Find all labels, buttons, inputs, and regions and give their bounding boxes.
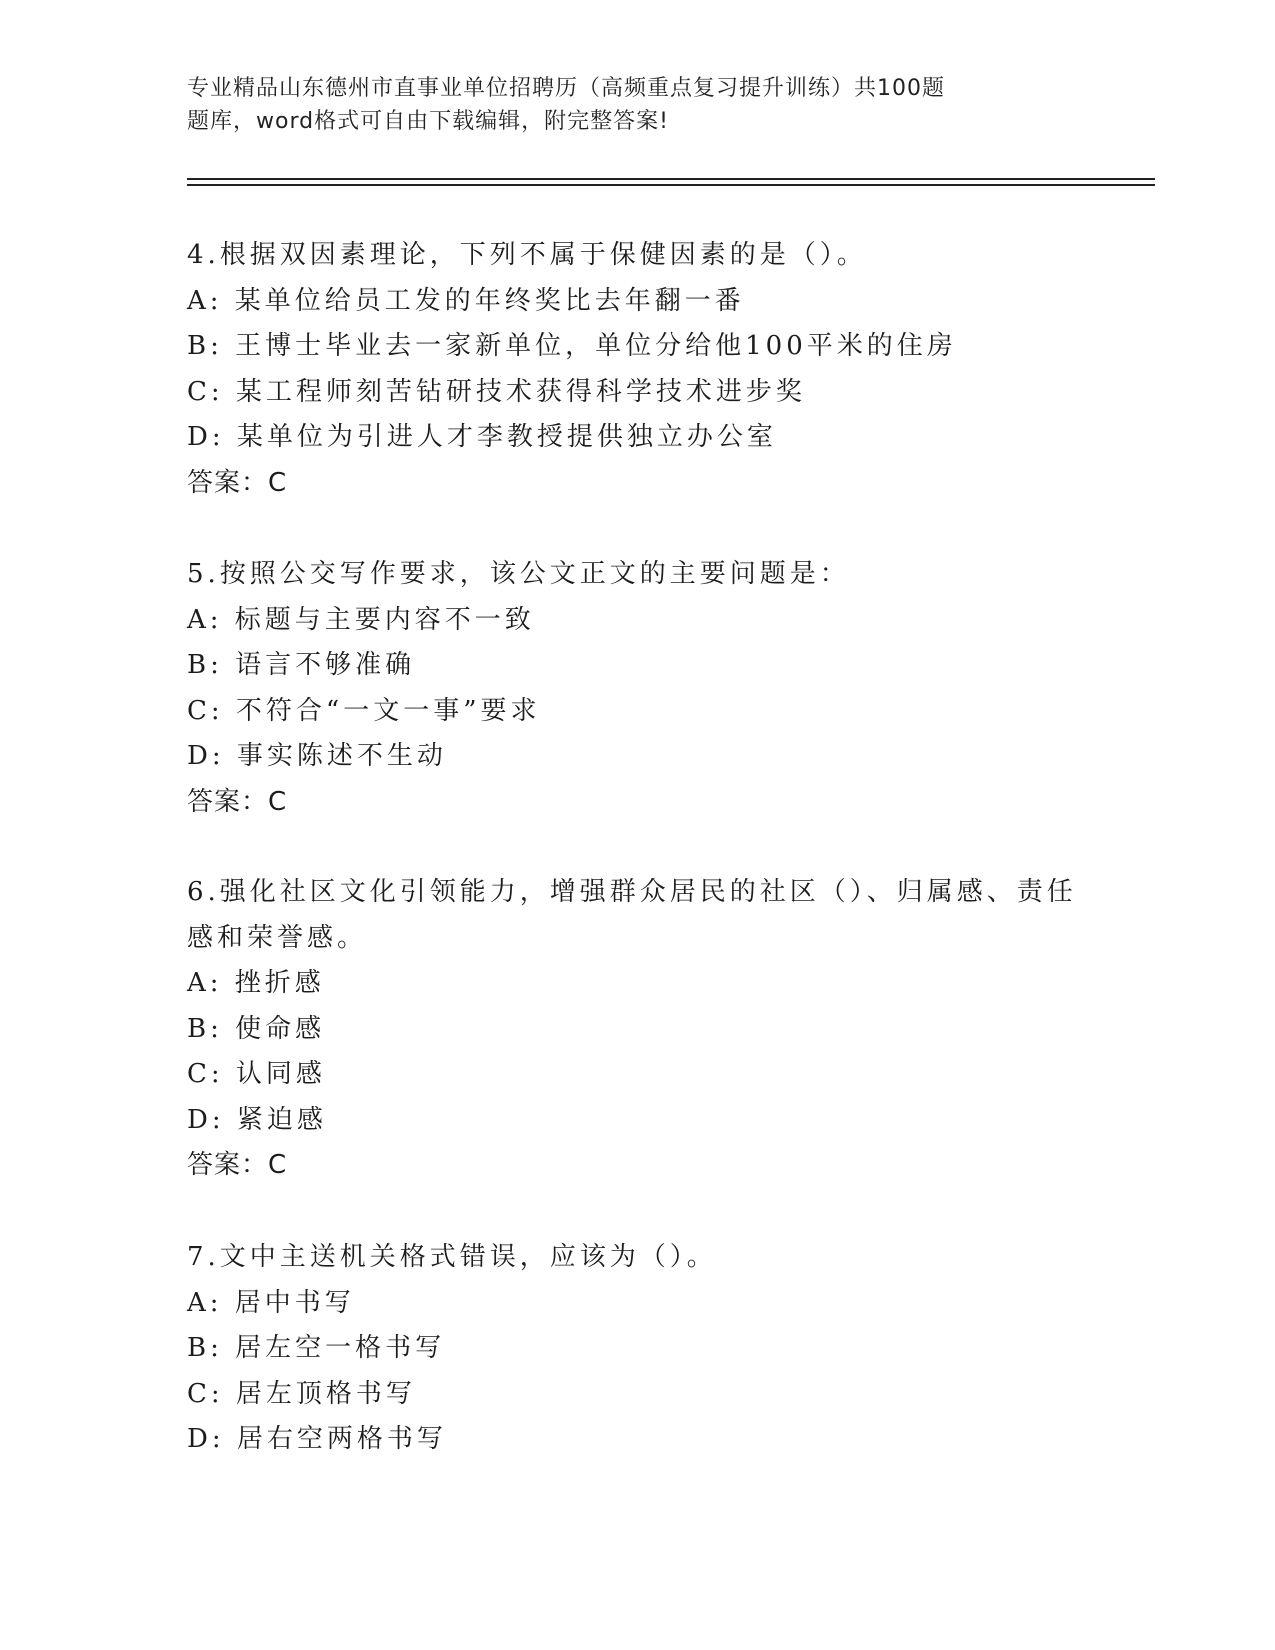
option-b: B: 居左空一格书写 <box>187 1333 446 1363</box>
option-a: A: 某单位给员工发的年终奖比去年翻一番 <box>187 285 745 316</box>
option-a: A: 挫折感 <box>187 968 325 998</box>
question-stem: 6.强化社区文化引领能力，增强群众居民的社区（）、归属感、责任 <box>187 877 1077 907</box>
option-d: D: 事实陈述不生动 <box>187 741 447 771</box>
question-stem-continued: 感和荣誉感。 <box>187 922 368 953</box>
document-header <box>187 72 1027 138</box>
option-b: B: 王博士毕业去一家新单位，单位分给他100平米的住房 <box>187 331 957 361</box>
answer-label: 答案：C <box>187 467 288 498</box>
option-c: C: 某工程师刻苦钻研技术获得科学技术进步奖 <box>187 376 806 407</box>
option-d: D: 居右空两格书写 <box>187 1424 447 1454</box>
option-b: B: 使命感 <box>187 1013 326 1044</box>
question-stem: 4.根据双因素理论，下列不属于保健因素的是（）。 <box>187 240 867 270</box>
question-stem: 5.按照公交写作要求，该公文正文的主要问题是： <box>187 559 850 589</box>
answer-label: 答案：C <box>187 1150 288 1180</box>
question-5 <box>187 552 1087 825</box>
option-a: A: 居中书写 <box>187 1287 355 1318</box>
option-b: B: 语言不够准确 <box>187 650 416 680</box>
header-divider-bottom <box>187 184 1155 186</box>
option-c: C: 认同感 <box>187 1059 326 1089</box>
option-d: D: 某单位为引进人才李教授提供独立办公室 <box>187 422 777 452</box>
question-6 <box>187 870 1087 1189</box>
option-c: C: 居左顶格书写 <box>187 1378 416 1409</box>
option-d: D: 紧迫感 <box>187 1104 327 1135</box>
question-stem: 7.文中主送机关格式错误，应该为（）。 <box>187 1242 717 1272</box>
header-line-1: 专业精品山东德州市直事业单位招聘历（高频重点复习提升训练）共100题 <box>187 76 945 101</box>
header-line-2: 题库，word格式可自由下载编辑，附完整答案! <box>187 109 669 134</box>
option-a: A: 标题与主要内容不一致 <box>187 604 535 635</box>
option-c: C: 不符合“一文一事”要求 <box>187 695 541 726</box>
question-4 <box>187 233 1087 506</box>
question-7 <box>187 1235 1087 1463</box>
answer-label: 答案：C <box>187 786 288 817</box>
header-divider-top <box>187 178 1155 180</box>
